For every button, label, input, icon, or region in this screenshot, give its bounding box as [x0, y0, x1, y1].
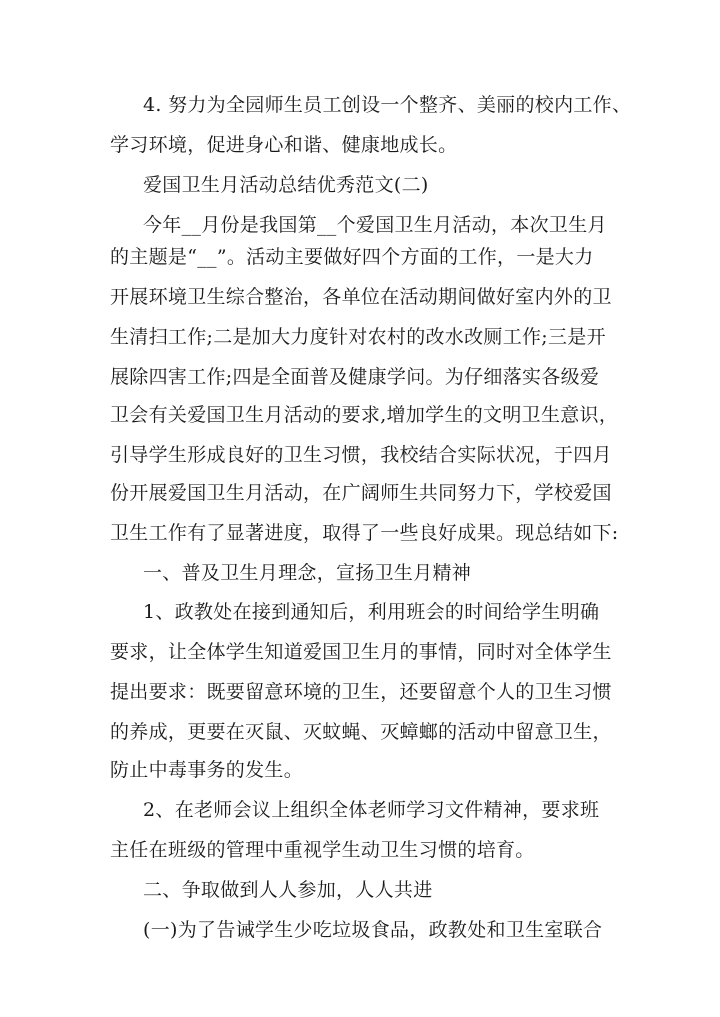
text-line: 的养成，更要在灭鼠、灭蚊蝇、灭蟑螂的活动中留意卫生，	[110, 721, 612, 743]
text-line: 防止中毒事务的发生。	[110, 759, 304, 781]
section-heading: 一、普及卫生月理念，宣扬卫生月精神	[143, 562, 472, 584]
text-line: 的主题是“__”。活动主要做好四个方面的工作，一是大力	[110, 246, 594, 268]
text-line: 份开展爱国卫生月活动，在广阔师生共同努力下，学校爱国	[110, 482, 612, 504]
text-line: 要求，让全体学生知道爱国卫生月的事情，同时对全体学生	[110, 641, 612, 663]
text-line: 引导学生形成良好的卫生习惯，我校结合实际状况，于四月	[110, 444, 612, 466]
text-line: (一)为了告诫学生少吃垃圾食品，政教处和卫生室联合	[143, 919, 603, 941]
text-line: 卫会有关爱国卫生月活动的要求,增加学生的文明卫生意识，	[110, 404, 619, 426]
section-heading: 爱国卫生月活动总结优秀范文(二)	[143, 174, 429, 196]
text-line: 卫生工作有了显著进度，取得了一些良好成果。现总结如下:	[110, 522, 619, 544]
text-line: 学习环境，促进身心和谐、健康地成长。	[110, 134, 458, 156]
text-line: 开展环境卫生综合整治，各单位在活动期间做好室内外的卫	[110, 286, 612, 308]
text-line: 生清扫工作;二是加大力度针对农村的改水改厕工作;三是开	[110, 326, 606, 348]
text-line: 今年__月份是我国第__个爱国卫生月活动，本次卫生月	[143, 214, 607, 236]
text-line: 展除四害工作;四是全面普及健康学问。为仔细落实各级爱	[110, 366, 600, 388]
text-line: 1、政教处在接到通知后，利用班会的时间给学生明确	[143, 601, 600, 623]
section-heading: 二、争取做到人人参加，人人共进	[143, 879, 433, 901]
text-line: 主任在班级的管理中重视学生动卫生习惯的培育。	[110, 839, 535, 861]
text-line: 4. 努力为全园师生员工创设一个整齐、美丽的校内工作、	[143, 94, 632, 116]
text-line: 2、在老师会议上组织全体老师学习文件精神，要求班	[143, 799, 600, 821]
text-line: 提出要求：既要留意环境的卫生，还要留意个人的卫生习惯	[110, 681, 612, 703]
